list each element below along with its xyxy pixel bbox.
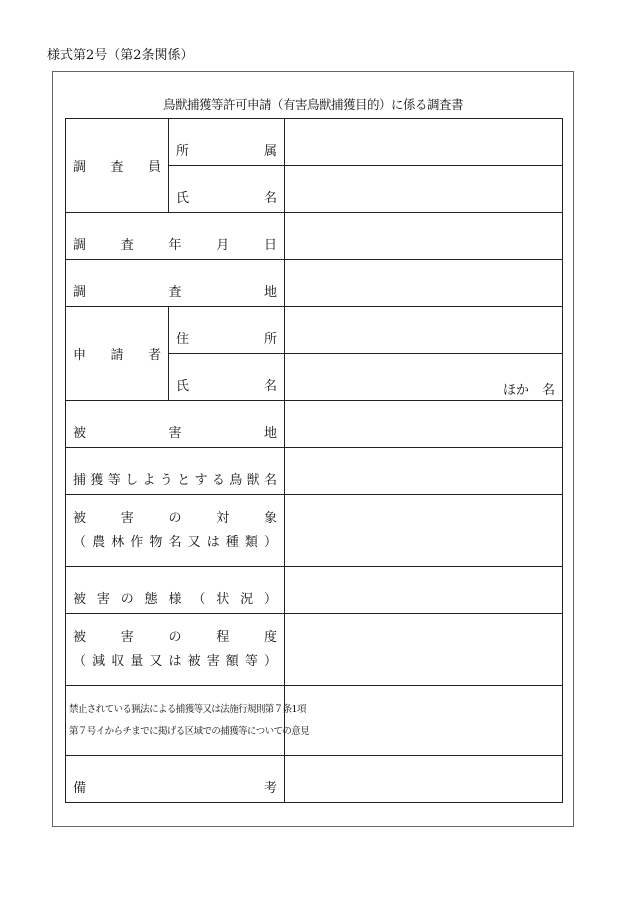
damage-place-label: 被害地	[66, 401, 285, 448]
species-field[interactable]	[285, 448, 563, 495]
degree-field[interactable]	[285, 614, 563, 686]
degree-label: 被害の程度 （減収量又は被害額等）	[66, 614, 285, 686]
affiliation-field[interactable]	[285, 119, 563, 166]
investigator-name-field[interactable]	[285, 166, 563, 213]
date-label: 調査年月日	[66, 213, 285, 260]
state-label: 被害の態様（状況）	[66, 567, 285, 614]
applicant-name-label: 氏名	[169, 354, 285, 401]
target-field[interactable]	[285, 495, 563, 567]
remarks-field[interactable]	[285, 756, 563, 803]
place-field[interactable]	[285, 260, 563, 307]
address-field[interactable]	[285, 307, 563, 354]
investigator-label: 調査員	[66, 119, 169, 213]
form-number: 様式第2号（第2条関係）	[47, 48, 194, 63]
opinion-field[interactable]	[285, 686, 563, 756]
form-frame	[52, 71, 574, 827]
remarks-label: 備考	[66, 756, 285, 803]
opinion-label: 禁止されている猟法による捕獲等又は法施行規則第７条1項 第７号イからチまでに掲げる区域での捕獲等についての意見	[66, 686, 285, 756]
applicant-name-field[interactable]	[285, 354, 563, 401]
target-label: 被害の対象 （農林作物名又は種類）	[66, 495, 285, 567]
state-field[interactable]	[285, 567, 563, 614]
affiliation-label: 所属	[169, 119, 285, 166]
species-label: 捕獲等しようとする鳥獣名	[66, 448, 285, 495]
damage-place-field[interactable]	[285, 401, 563, 448]
applicant-label: 申請者	[66, 307, 169, 401]
date-field[interactable]	[285, 213, 563, 260]
name-label: 氏名	[169, 166, 285, 213]
form-title: 鳥獣捕獲等許可申請（有害鳥獣捕獲目的）に係る調査書	[162, 97, 463, 112]
place-label: 調査地	[66, 260, 285, 307]
survey-table	[65, 118, 563, 803]
address-label: 住所	[169, 307, 285, 354]
others-label: ほか 名	[502, 382, 555, 398]
